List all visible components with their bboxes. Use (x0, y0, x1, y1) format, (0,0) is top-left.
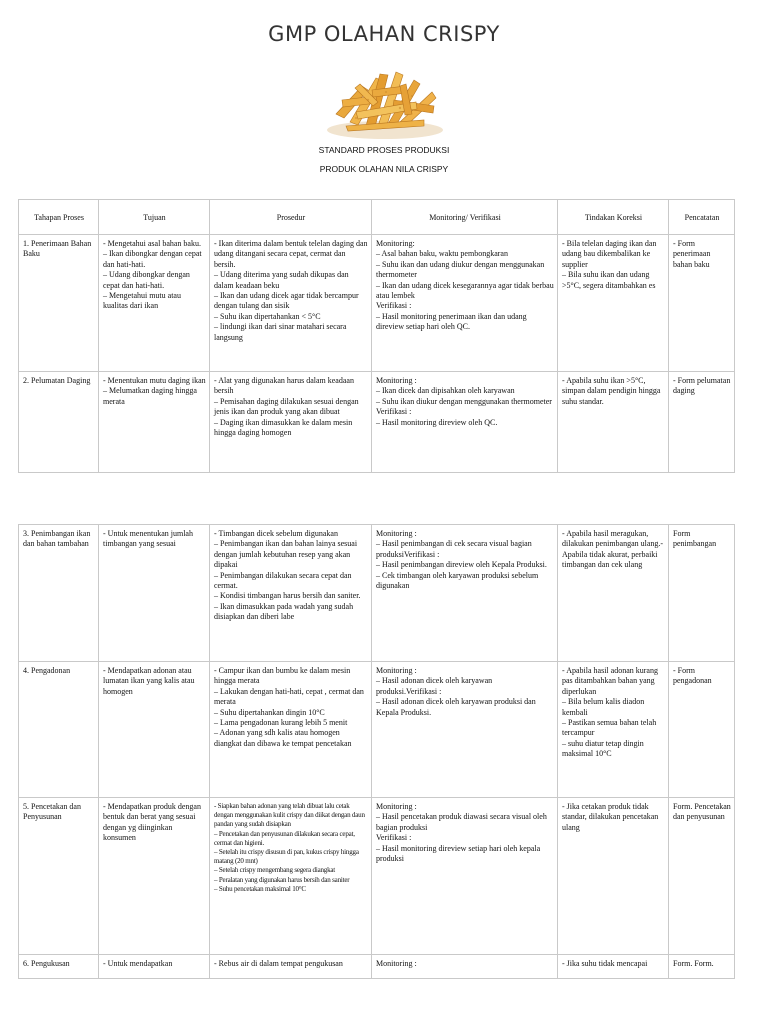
cell-monitoring: Monitoring : – Ikan dicek dan dipisahkan oleh karyawan – Suhu ikan diukur dengan menggunakan thermometer Verifikasi : – Hasil monitoring direview oleh QC. (372, 372, 558, 473)
cell-koreksi: - Bila telelan daging ikan dan udang bau dikembalikan ke supplier – Bila suhu ikan dan udang >5°C, segera ditambahkan es (558, 235, 669, 372)
table-row (19, 662, 735, 798)
cell-tujuan: - Mendapatkan adonan atau lumatan ikan yang kalis atau homogen (99, 662, 210, 798)
process-table-part-2 (18, 524, 735, 979)
cell-tahapan: 2. Pelumatan Daging (19, 372, 99, 473)
cell-tahapan: 6. Pengukusan (19, 955, 99, 979)
cell-monitoring: Monitoring : – Hasil pencetakan produk diawasi secara visual oleh bagian produksi Verifikasi : – Hasil monitoring direview setiap hari oleh kepala produksi (372, 798, 558, 955)
table-row (19, 955, 735, 979)
cell-monitoring: Monitoring : – Hasil adonan dicek oleh karyawan produksi.Verifikasi : – Hasil adonan dicek oleh karyawan produksi dan Kepala Produksi. (372, 662, 558, 798)
cell-tujuan: - Mendapatkan produk dengan bentuk dan berat yang sesuai dengan yg diinginkan konsumen (99, 798, 210, 955)
document-subtitle: STANDARD PROSES PRODUKSI (318, 145, 450, 155)
table-row (19, 525, 735, 662)
cell-monitoring: Monitoring : (372, 955, 558, 979)
cell-pencatatan: Form penimbangan (669, 525, 735, 662)
document-title: GMP OLAHAN CRISPY (268, 22, 500, 46)
cell-prosedur: - Alat yang digunakan harus dalam keadaan bersih – Pemisahan daging dilakukan sesuai dengan jenis ikan dan produk yang akan dibuat – Daging ikan dimasukkan ke dalam mesin hingga daging homogen (210, 372, 372, 473)
document-subtitle-product: PRODUK OLAHAN NILA CRISPY (319, 164, 449, 174)
cell-pencatatan: Form. Form. (669, 955, 735, 979)
cell-tujuan: - Menentukan mutu daging ikan – Melumatkan daging hingga merata (99, 372, 210, 473)
cell-tahapan: 3. Penimbangan ikan dan bahan tambahan (19, 525, 99, 662)
cell-prosedur: - Ikan diterima dalam bentuk telelan daging dan udang ditangani secara cepat, cermat dan bersih. – Udang diterima yang sudah dikupas dan dalam keadaan beku – Ikan dan udang dicek agar tidak bercampur dengan tulang dan sisik – Suhu ikan dipertahankan < 5°C – lindungi ikan dari sinar matahari secara langsung (210, 235, 372, 372)
cell-tujuan: - Mengetahui asal bahan baku. – Ikan dibongkar dengan cepat dan hati-hati. – Udang dibongkar dengan cepat dan hati-hati. – Mengetahui mutu atau kualitas dari ikan (99, 235, 210, 372)
cell-pencatatan: - Form pengadonan (669, 662, 735, 798)
cell-prosedur: - Campur ikan dan bumbu ke dalam mesin hingga merata – Lakukan dengan hati-hati, cepat , cermat dan merata – Suhu dipertahankan dingin 10°C – Lama pengadonan kurang lebih 5 menit – Adonan yang sdh kalis atau homogen diangkat dan dibawa ke tempat pencetakan (210, 662, 372, 798)
cell-prosedur: - Siapkan bahan adonan yang telah dibuat lalu cetak dengan menggunakan kulit crispy dan diikat dengan daun pandan yang sudah disiapkan – Pencetakan dan penyusunan dilakukan secara cepat, cermat dan higieni. – Setelah itu crispy disusun di pan, kukus crispy hingga matang (20 mnt) – Setelah crispy mengembang segera diangkat – Peralatan yang digunakan harus bersih dan saniter – Suhu pencetakan maksimal 10°C (210, 798, 372, 955)
table-row (19, 372, 735, 473)
crispy-snack-image (316, 56, 454, 140)
table-row (19, 798, 735, 955)
header-monitoring: Monitoring/ Verifikasi (372, 200, 558, 235)
cell-prosedur: - Timbangan dicek sebelum digunakan – Penimbangan ikan dan bahan lainya sesuai dengan jumlah kebutuhan resep yang akan dipakai – Penimbangan dilakukan secara cepat dan cermat. – Kondisi timbangan harus bersih dan saniter. – Ikan dimasukkan pada wadah yang sudah disiapkan dan diberi labe (210, 525, 372, 662)
header-prosedur: Prosedur (210, 200, 372, 235)
cell-tahapan: 5. Pencetakan dan Penyusunan (19, 798, 99, 955)
cell-tahapan: 1. Penerimaan Bahan Baku (19, 235, 99, 372)
cell-prosedur: - Rebus air di dalam tempat pengukusan (210, 955, 372, 979)
cell-pencatatan: Form. Pencetakan dan penyusunan (669, 798, 735, 955)
header-tujuan: Tujuan (99, 200, 210, 235)
table-header-row (19, 200, 735, 235)
cell-tujuan: - Untuk mendapatkan (99, 955, 210, 979)
cell-koreksi: - Apabila suhu ikan >5°C, simpan dalam pendigin hingga suhu standar. (558, 372, 669, 473)
cell-koreksi: - Jika cetakan produk tidak standar, dilakukan pencetakan ulang (558, 798, 669, 955)
cell-koreksi: - Apabila hasil adonan kurang pas ditambahkan bahan yang diperlukan – Bila belum kalis diadon kembali – Pastikan semua bahan telah tercampur – suhu diatur tetap dingin maksimal 10°C (558, 662, 669, 798)
cell-koreksi: - Apabila hasil meragukan, dilakukan penimbangan ulang.- Apabila tidak akurat, perbaiki timbangan dan cek ulang (558, 525, 669, 662)
cell-tujuan: - Untuk menentukan jumlah timbangan yang sesuai (99, 525, 210, 662)
cell-monitoring: Monitoring: – Asal bahan baku, waktu pembongkaran – Suhu ikan dan udang diukur dengan menggunakan thermometer – Ikan dan udang dicek kesegarannya agar tidak berbau atau lembek Verifikasi : – Hasil monitoring penerimaan ikan dan udang direview setiap hari oleh QC. (372, 235, 558, 372)
cell-monitoring: Monitoring : – Hasil penimbangan di cek secara visual bagian produksiVerifikasi : – Hasil penimbangan direview oleh Kepala Produksi. – Cek timbangan oleh karyawan produksi sebelum digunakan (372, 525, 558, 662)
cell-tahapan: 4. Pengadonan (19, 662, 99, 798)
header-tahapan: Tahapan Proses (19, 200, 99, 235)
header-koreksi: Tindakan Koreksi (558, 200, 669, 235)
process-table-part-1 (18, 199, 735, 473)
header-pencatatan: Pencatatan (669, 200, 735, 235)
cell-pencatatan: - Form penerimaan bahan baku (669, 235, 735, 372)
cell-pencatatan: - Form pelumatan daging (669, 372, 735, 473)
cell-koreksi: - Jika suhu tidak mencapai (558, 955, 669, 979)
table-row (19, 235, 735, 372)
